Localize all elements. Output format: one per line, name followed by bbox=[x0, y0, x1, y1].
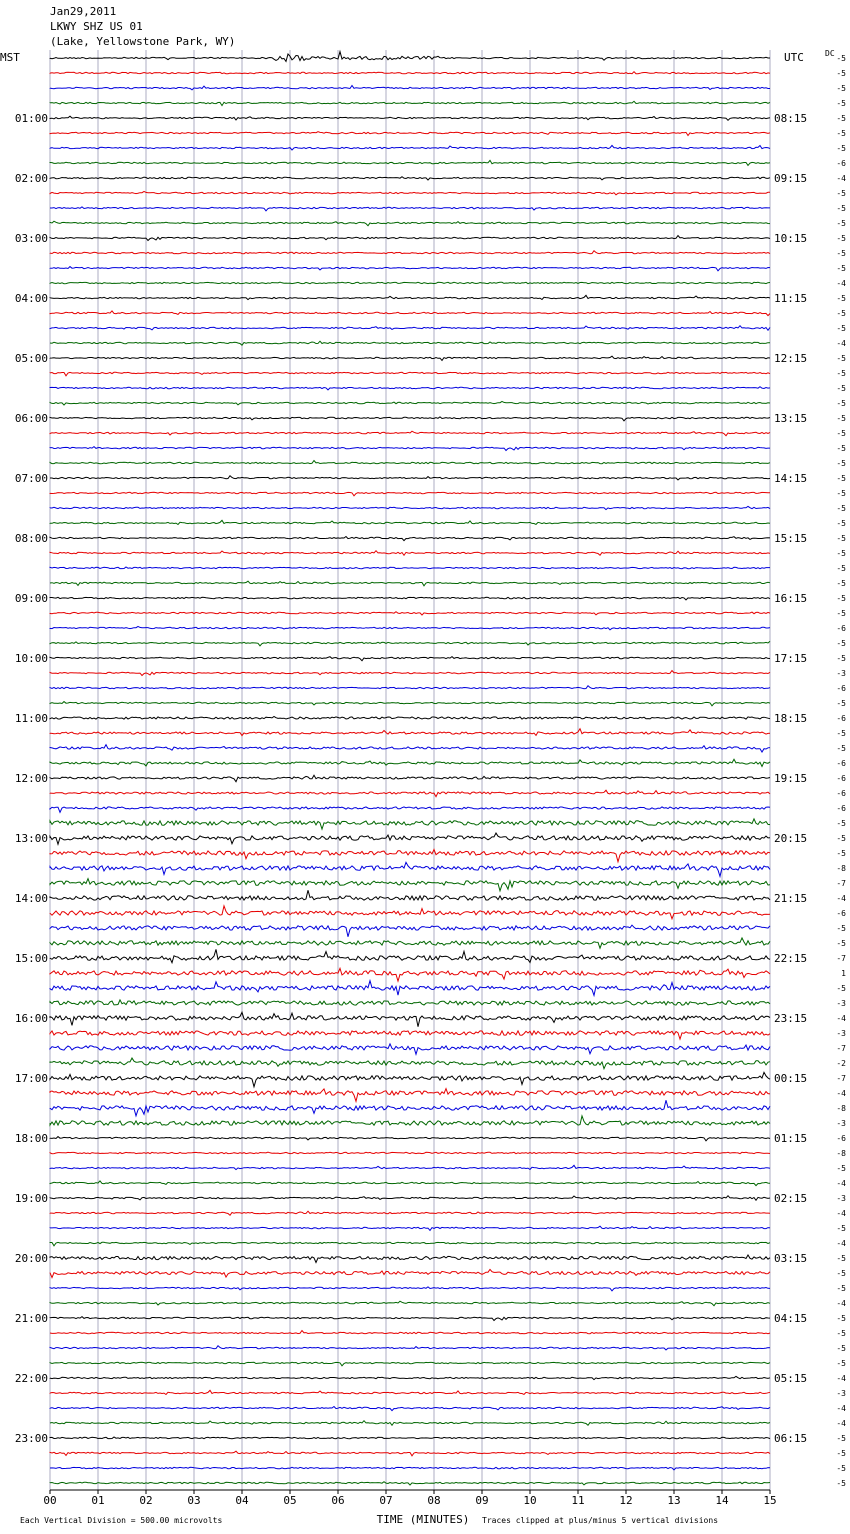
hour-label-right: 06:15 bbox=[774, 1432, 808, 1445]
seismic-trace bbox=[50, 145, 770, 150]
seismic-trace bbox=[50, 1421, 770, 1426]
seismic-trace bbox=[50, 1226, 770, 1230]
dc-offset-label: -4 bbox=[836, 1419, 846, 1428]
x-tick-label: 09 bbox=[475, 1494, 489, 1507]
dc-offset-label: -3 bbox=[836, 1119, 846, 1128]
dc-offset-label: -6 bbox=[836, 774, 846, 783]
seismic-trace bbox=[50, 906, 770, 919]
dc-offset-label: -5 bbox=[836, 114, 846, 123]
seismic-trace bbox=[50, 879, 770, 891]
dc-offset-label: -4 bbox=[836, 1239, 846, 1248]
hour-label-left: 21:00 bbox=[14, 1312, 48, 1325]
seismic-trace bbox=[50, 1089, 770, 1102]
hour-label-right: 00:15 bbox=[774, 1072, 808, 1085]
dc-offset-label: -5 bbox=[836, 219, 846, 228]
hour-label-left: 06:00 bbox=[14, 412, 48, 425]
seismic-trace bbox=[50, 267, 770, 271]
seismic-trace bbox=[50, 251, 770, 254]
seismic-trace bbox=[50, 581, 770, 586]
hour-label-right: 18:15 bbox=[774, 712, 808, 725]
seismic-trace bbox=[50, 790, 770, 797]
hour-label-left: 22:00 bbox=[14, 1372, 48, 1385]
hour-label-right: 11:15 bbox=[774, 292, 808, 305]
seismic-trace bbox=[50, 671, 770, 676]
dc-offset-label: -5 bbox=[836, 1284, 846, 1293]
dc-offset-label: -3 bbox=[836, 999, 846, 1008]
dc-offset-label: -5 bbox=[836, 369, 846, 378]
dc-offset-label: -5 bbox=[836, 414, 846, 423]
seismic-trace bbox=[50, 775, 770, 782]
dc-offset-label: -6 bbox=[836, 684, 846, 693]
seismic-trace bbox=[50, 1242, 770, 1246]
hour-label-left: 03:00 bbox=[14, 232, 48, 245]
dc-offset-label: -5 bbox=[836, 144, 846, 153]
hour-label-left: 18:00 bbox=[14, 1132, 48, 1145]
dc-offset-label: -5 bbox=[836, 729, 846, 738]
seismic-trace bbox=[50, 1407, 770, 1411]
dc-offset-label: -7 bbox=[836, 1044, 846, 1053]
hour-label-left: 17:00 bbox=[14, 1072, 48, 1085]
seismic-trace bbox=[50, 890, 770, 900]
dc-offset-label: -3 bbox=[836, 1389, 846, 1398]
hour-label-left: 23:00 bbox=[14, 1432, 48, 1445]
hour-label-right: 19:15 bbox=[774, 772, 808, 785]
x-tick-label: 05 bbox=[283, 1494, 297, 1507]
dc-offset-label: -8 bbox=[836, 1104, 846, 1113]
dc-offset-label: -5 bbox=[836, 579, 846, 588]
seismic-trace bbox=[50, 657, 770, 661]
dc-offset-label: -5 bbox=[836, 204, 846, 213]
x-tick-label: 04 bbox=[235, 1494, 249, 1507]
dc-offset-label: -5 bbox=[836, 129, 846, 138]
dc-offset-label: -4 bbox=[836, 1014, 846, 1023]
seismic-trace bbox=[50, 1482, 770, 1485]
seismic-trace bbox=[50, 1317, 770, 1321]
seismic-trace bbox=[50, 1467, 770, 1470]
dc-offset-label: -5 bbox=[836, 699, 846, 708]
dc-offset-label: -6 bbox=[836, 624, 846, 633]
dc-offset-label: -5 bbox=[836, 924, 846, 933]
seismic-trace bbox=[50, 597, 770, 600]
dc-offset-label: -5 bbox=[836, 819, 846, 828]
seismic-trace bbox=[50, 759, 770, 766]
seismic-trace bbox=[50, 567, 770, 569]
dc-offset-label: -5 bbox=[836, 519, 846, 528]
dc-offset-label: -5 bbox=[836, 504, 846, 513]
dc-offset-label: -6 bbox=[836, 714, 846, 723]
seismic-trace bbox=[50, 86, 770, 90]
seismic-trace bbox=[50, 1058, 770, 1069]
dc-offset-label: 1 bbox=[841, 969, 846, 978]
dc-offset-label: -6 bbox=[836, 1134, 846, 1143]
seismic-trace bbox=[50, 101, 770, 105]
dc-offset-label: -4 bbox=[836, 174, 846, 183]
dc-offset-label: -5 bbox=[836, 849, 846, 858]
seismic-trace bbox=[50, 72, 770, 74]
hour-label-right: 10:15 bbox=[774, 232, 808, 245]
dc-offset-label: -4 bbox=[836, 1179, 846, 1188]
x-tick-label: 06 bbox=[331, 1494, 345, 1507]
dc-offset-label: -5 bbox=[836, 399, 846, 408]
hour-label-left: 13:00 bbox=[14, 832, 48, 845]
footer-scale-note: Each Vertical Division = 500.00 microvolts bbox=[20, 1516, 223, 1525]
dc-offset-label: -5 bbox=[836, 309, 846, 318]
seismic-trace bbox=[50, 849, 770, 861]
seismic-trace bbox=[50, 1287, 770, 1291]
dc-offset-label: -3 bbox=[836, 669, 846, 678]
x-tick-label: 03 bbox=[187, 1494, 201, 1507]
dc-offset-label: -5 bbox=[836, 834, 846, 843]
seismic-trace bbox=[50, 295, 770, 299]
dc-offset-label: -6 bbox=[836, 804, 846, 813]
hour-label-left: 12:00 bbox=[14, 772, 48, 785]
dc-offset-label: -5 bbox=[836, 1329, 846, 1338]
dc-offset-label: -4 bbox=[836, 1089, 846, 1098]
seismic-trace bbox=[50, 1196, 770, 1201]
dc-offset-label: -4 bbox=[836, 339, 846, 348]
dc-offset-label: -5 bbox=[836, 1449, 846, 1458]
dc-offset-label: -5 bbox=[836, 1464, 846, 1473]
grid-lines bbox=[50, 50, 770, 1494]
seismic-trace bbox=[50, 1100, 770, 1116]
seismic-trace bbox=[50, 1301, 770, 1306]
dc-column-label: DC bbox=[825, 49, 835, 58]
seismic-trace bbox=[50, 702, 770, 706]
hour-label-left: 02:00 bbox=[14, 172, 48, 185]
dc-offset-label: -5 bbox=[836, 354, 846, 363]
seismic-trace bbox=[50, 356, 770, 360]
seismic-trace bbox=[50, 1437, 770, 1439]
seismic-trace bbox=[50, 1031, 770, 1039]
seismic-trace bbox=[50, 537, 770, 541]
hour-label-left: 09:00 bbox=[14, 592, 48, 605]
seismic-trace bbox=[50, 968, 770, 981]
seismic-trace bbox=[50, 1165, 770, 1169]
seismic-trace bbox=[50, 326, 770, 331]
dc-offset-label: -5 bbox=[836, 549, 846, 558]
seismic-trace bbox=[50, 1000, 770, 1005]
seismic-trace bbox=[50, 807, 770, 812]
dc-offset-label: -7 bbox=[836, 1074, 846, 1083]
dc-offset-label: -5 bbox=[836, 1359, 846, 1368]
dc-offset-label: -6 bbox=[836, 759, 846, 768]
x-tick-label: 10 bbox=[523, 1494, 537, 1507]
seismic-trace bbox=[50, 745, 770, 752]
dc-offset-label: -7 bbox=[836, 879, 846, 888]
right-timezone-label: UTC bbox=[784, 51, 804, 64]
seismic-trace bbox=[50, 431, 770, 436]
seismic-trace bbox=[50, 686, 770, 689]
hour-label-right: 16:15 bbox=[774, 592, 808, 605]
footer-clip-note: Traces clipped at plus/minus 5 vertical divisions bbox=[482, 1516, 719, 1525]
hour-label-right: 17:15 bbox=[774, 652, 808, 665]
hour-label-right: 15:15 bbox=[774, 532, 808, 545]
x-tick-label: 02 bbox=[139, 1494, 153, 1507]
seismic-trace bbox=[50, 236, 770, 241]
dc-offset-label: -5 bbox=[836, 264, 846, 273]
seismic-trace bbox=[50, 729, 770, 736]
dc-offset-label: -5 bbox=[836, 69, 846, 78]
seismic-trace bbox=[50, 819, 770, 829]
hour-label-right: 12:15 bbox=[774, 352, 808, 365]
dc-offset-label: -5 bbox=[836, 939, 846, 948]
x-tick-label: 15 bbox=[763, 1494, 777, 1507]
seismic-trace bbox=[50, 207, 770, 211]
hour-label-left: 01:00 bbox=[14, 112, 48, 125]
seismic-trace bbox=[50, 1362, 770, 1366]
dc-offset-label: -5 bbox=[836, 384, 846, 393]
dc-offset-label: -4 bbox=[836, 1209, 846, 1218]
seismic-trace bbox=[50, 461, 770, 464]
chart-date: Jan29,2011 bbox=[50, 5, 117, 18]
seismic-trace bbox=[50, 1072, 770, 1087]
dc-offset-label: -5 bbox=[836, 639, 846, 648]
x-tick-label: 13 bbox=[667, 1494, 681, 1507]
x-axis-title: TIME (MINUTES) bbox=[376, 1513, 470, 1526]
seismic-trace bbox=[50, 132, 770, 136]
dc-offset-label: -5 bbox=[836, 249, 846, 258]
x-tick-label: 11 bbox=[571, 1494, 585, 1507]
hour-label-right: 08:15 bbox=[774, 112, 808, 125]
seismic-trace bbox=[50, 1269, 770, 1277]
hour-label-left: 08:00 bbox=[14, 532, 48, 545]
seismic-trace bbox=[50, 160, 770, 165]
dc-offset-label: -5 bbox=[836, 654, 846, 663]
dc-offset-label: -5 bbox=[836, 609, 846, 618]
hour-label-right: 20:15 bbox=[774, 832, 808, 845]
dc-offset-label: -4 bbox=[836, 894, 846, 903]
dc-offset-label: -5 bbox=[836, 1224, 846, 1233]
dc-offset-label: -5 bbox=[836, 444, 846, 453]
seismic-trace bbox=[50, 626, 770, 629]
dc-offset-label: -5 bbox=[836, 534, 846, 543]
dc-offset-label: -5 bbox=[836, 564, 846, 573]
seismic-trace bbox=[50, 1451, 770, 1456]
dc-offset-label: -4 bbox=[836, 1374, 846, 1383]
seismic-trace bbox=[50, 717, 770, 720]
hour-label-right: 04:15 bbox=[774, 1312, 808, 1325]
dc-offset-label: -5 bbox=[836, 294, 846, 303]
dc-offset-label: -5 bbox=[836, 1434, 846, 1443]
dc-offset-label: -5 bbox=[836, 1254, 846, 1263]
hour-label-left: 10:00 bbox=[14, 652, 48, 665]
station-code: LKWY SHZ US 01 bbox=[50, 20, 143, 33]
seismic-trace bbox=[50, 925, 770, 937]
hour-label-left: 05:00 bbox=[14, 352, 48, 365]
seismic-trace bbox=[50, 981, 770, 996]
hour-label-right: 01:15 bbox=[774, 1132, 808, 1145]
dc-offset-label: -5 bbox=[836, 594, 846, 603]
hour-label-left: 20:00 bbox=[14, 1252, 48, 1265]
dc-offset-label: -5 bbox=[836, 234, 846, 243]
hour-label-right: 02:15 bbox=[774, 1192, 808, 1205]
seismic-trace bbox=[50, 949, 770, 962]
dc-offset-label: -5 bbox=[836, 459, 846, 468]
dc-offset-label: -5 bbox=[836, 324, 846, 333]
x-tick-label: 07 bbox=[379, 1494, 393, 1507]
axis-labels bbox=[0, 49, 846, 1526]
seismic-trace bbox=[50, 1044, 770, 1054]
seismic-traces bbox=[50, 52, 770, 1485]
hour-label-left: 16:00 bbox=[14, 1012, 48, 1025]
hour-label-right: 14:15 bbox=[774, 472, 808, 485]
seismic-trace bbox=[50, 311, 770, 316]
dc-offset-label: -7 bbox=[836, 954, 846, 963]
seismic-trace bbox=[50, 1137, 770, 1141]
seismic-trace bbox=[50, 52, 770, 62]
seismic-trace bbox=[50, 1331, 770, 1334]
dc-offset-label: -5 bbox=[836, 474, 846, 483]
dc-offset-label: -4 bbox=[836, 1299, 846, 1308]
dc-offset-label: -3 bbox=[836, 1029, 846, 1038]
left-timezone-label: MST bbox=[0, 51, 20, 64]
seismic-trace bbox=[50, 417, 770, 421]
seismic-trace bbox=[50, 282, 770, 284]
dc-offset-label: -5 bbox=[836, 54, 846, 63]
seismic-trace bbox=[50, 506, 770, 509]
seismic-trace bbox=[50, 341, 770, 345]
dc-offset-label: -5 bbox=[836, 744, 846, 753]
seismic-trace bbox=[50, 641, 770, 646]
seismic-trace bbox=[50, 492, 770, 496]
hour-label-right: 09:15 bbox=[774, 172, 808, 185]
seismic-trace bbox=[50, 1152, 770, 1154]
dc-offset-label: -4 bbox=[836, 1404, 846, 1413]
dc-offset-label: -5 bbox=[836, 489, 846, 498]
seismic-trace bbox=[50, 221, 770, 226]
x-tick-label: 01 bbox=[91, 1494, 105, 1507]
dc-offset-label: -8 bbox=[836, 1149, 846, 1158]
seismic-trace bbox=[50, 191, 770, 194]
x-tick-label: 14 bbox=[715, 1494, 729, 1507]
dc-offset-label: -5 bbox=[836, 1314, 846, 1323]
dc-offset-label: -5 bbox=[836, 429, 846, 438]
seismic-trace bbox=[50, 1012, 770, 1026]
seismic-trace bbox=[50, 447, 770, 451]
dc-offset-label: -6 bbox=[836, 159, 846, 168]
hour-label-right: 22:15 bbox=[774, 952, 808, 965]
dc-offset-label: -6 bbox=[836, 909, 846, 918]
dc-offset-label: -3 bbox=[836, 1194, 846, 1203]
hour-label-left: 07:00 bbox=[14, 472, 48, 485]
hour-label-right: 23:15 bbox=[774, 1012, 808, 1025]
dc-offset-label: -5 bbox=[836, 189, 846, 198]
dc-offset-label: -5 bbox=[836, 84, 846, 93]
dc-offset-label: -2 bbox=[836, 1059, 846, 1068]
dc-offset-label: -5 bbox=[836, 99, 846, 108]
dc-offset-label: -5 bbox=[836, 1164, 846, 1173]
dc-offset-label: -4 bbox=[836, 279, 846, 288]
seismic-trace bbox=[50, 551, 770, 556]
seismic-trace bbox=[50, 1390, 770, 1394]
x-tick-label: 00 bbox=[43, 1494, 57, 1507]
hour-label-left: 11:00 bbox=[14, 712, 48, 725]
hour-label-right: 21:15 bbox=[774, 892, 808, 905]
dc-offset-label: -6 bbox=[836, 789, 846, 798]
hour-label-left: 14:00 bbox=[14, 892, 48, 905]
hour-label-right: 03:15 bbox=[774, 1252, 808, 1265]
dc-offset-label: -5 bbox=[836, 1479, 846, 1488]
hour-label-left: 04:00 bbox=[14, 292, 48, 305]
seismic-trace bbox=[50, 401, 770, 405]
seismic-trace bbox=[50, 116, 770, 120]
seismic-trace bbox=[50, 612, 770, 615]
station-location: (Lake, Yellowstone Park, WY) bbox=[50, 35, 236, 48]
dc-offset-label: -5 bbox=[836, 1269, 846, 1278]
seismic-trace bbox=[50, 387, 770, 390]
seismic-trace bbox=[50, 1211, 770, 1215]
seismic-trace bbox=[50, 520, 770, 524]
seismic-trace bbox=[50, 177, 770, 180]
seismic-trace bbox=[50, 476, 770, 480]
x-tick-label: 12 bbox=[619, 1494, 633, 1507]
hour-label-right: 05:15 bbox=[774, 1372, 808, 1385]
seismic-trace bbox=[50, 1181, 770, 1186]
seismic-trace bbox=[50, 862, 770, 876]
seismic-trace bbox=[50, 1255, 770, 1263]
hour-label-left: 15:00 bbox=[14, 952, 48, 965]
seismic-trace bbox=[50, 1346, 770, 1350]
seismic-trace bbox=[50, 372, 770, 376]
x-tick-label: 08 bbox=[427, 1494, 441, 1507]
dc-offset-label: -8 bbox=[836, 864, 846, 873]
dc-offset-label: -5 bbox=[836, 1344, 846, 1353]
dc-offset-label: -5 bbox=[836, 984, 846, 993]
seismic-trace bbox=[50, 1376, 770, 1379]
hour-label-right: 13:15 bbox=[774, 412, 808, 425]
seismic-trace bbox=[50, 1116, 770, 1125]
hour-label-left: 19:00 bbox=[14, 1192, 48, 1205]
seismic-trace bbox=[50, 938, 770, 948]
seismic-trace bbox=[50, 833, 770, 844]
